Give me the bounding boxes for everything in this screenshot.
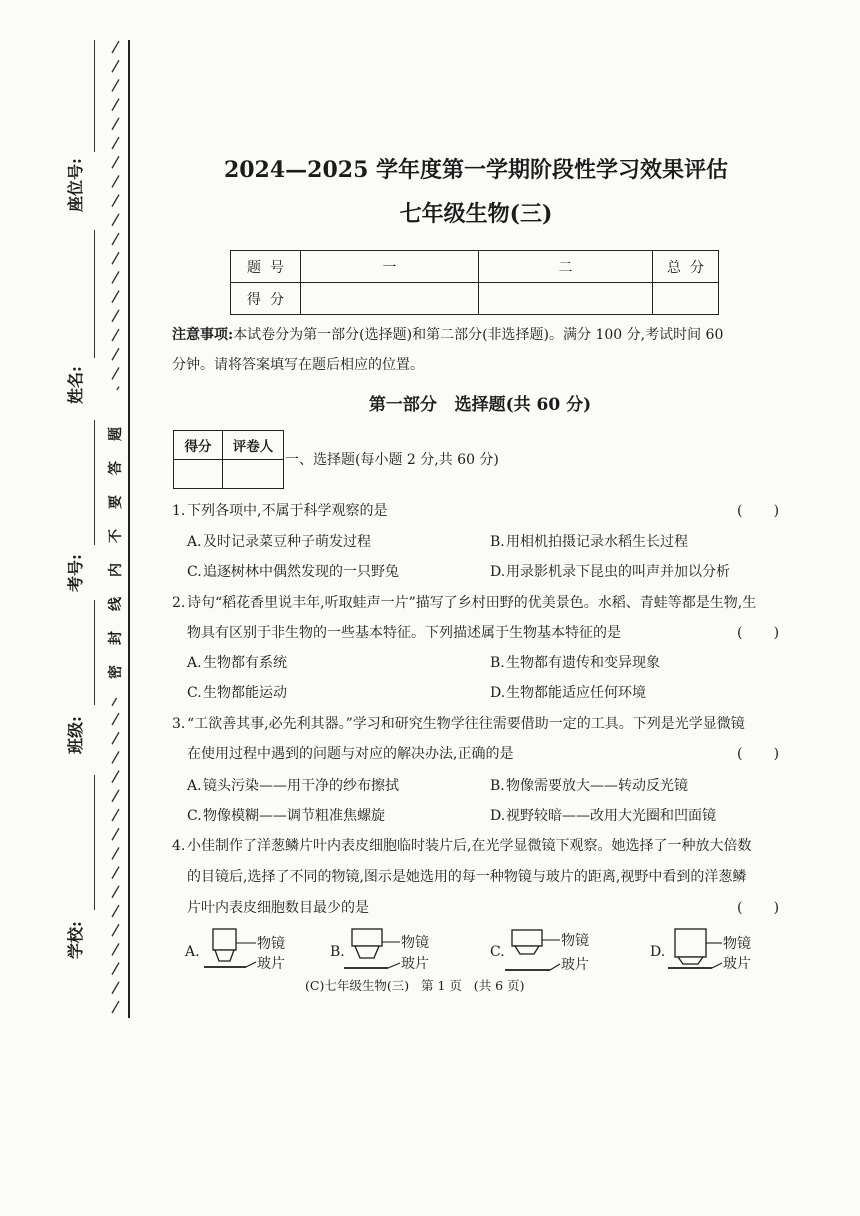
score-header-part-2: 二: [479, 251, 653, 283]
seal-line-warning: 密封线内不要答题: [108, 407, 124, 679]
lens-label-a: 物镜: [257, 936, 285, 952]
option-a: [187, 654, 287, 672]
slide-label-b: 玻片: [401, 956, 429, 972]
lens-label-b: 物镜: [401, 935, 429, 951]
question-stem-text: 诗句“稻花香里说丰年,听取蛙声一片”描写了乡村田野的优美景色。水稻、青蛙等都是生物,生: [187, 595, 757, 611]
option-d: [490, 684, 646, 702]
exam-number-label: 考号:: [66, 554, 85, 592]
option-a: [187, 533, 371, 551]
slide-label-c: 玻片: [561, 957, 589, 973]
question-stem-continuation: 在使用过程中遇到的问题与对应的解决办法,正确的是: [187, 746, 514, 762]
answer-blank: ( ): [737, 625, 780, 641]
option-key: A.: [187, 778, 202, 794]
option-c: [187, 563, 399, 581]
score-header-part-1: 一: [301, 251, 479, 283]
score-table-score-row: [231, 283, 719, 315]
score-table-header-row: [231, 251, 719, 283]
option-text: 镜头污染——用干净的纱布擦拭: [203, 778, 399, 794]
option-c: [187, 807, 385, 825]
option-text: 用录影机录下昆虫的叫声并加以分析: [506, 564, 730, 580]
question-stem-continuation: 物具有区别于非生物的一些基本特征。下列描述属于生物基本特征的是: [187, 625, 621, 641]
option-d: [490, 807, 716, 825]
question-stem-text: 下列各项中,不属于科学观察的是: [187, 503, 388, 519]
class-underline: [94, 600, 95, 705]
figure-option-c-label: C.: [490, 944, 505, 960]
slide-pointer-line: [246, 962, 256, 967]
score-table: [230, 250, 719, 315]
question-number: 2.: [172, 595, 186, 611]
figure-option-d-label: D.: [650, 944, 666, 960]
option-text: 生物都能运动: [203, 685, 287, 701]
score-cell-part-1: [301, 283, 479, 315]
slide-label-d: 玻片: [723, 956, 751, 972]
option-b: [490, 654, 660, 672]
option-key: A.: [187, 655, 202, 671]
score-cell-total: [653, 283, 719, 315]
option-c: [187, 684, 287, 702]
notice-line-2: 分钟。请将答案填写在题后相应的位置。: [172, 357, 424, 373]
slide-pointer-line: [712, 963, 722, 968]
school-label: 学校:: [66, 921, 85, 959]
option-key: C.: [187, 808, 202, 824]
page-subtitle: 七年级生物(三): [399, 201, 553, 227]
class-label: 班级:: [66, 716, 85, 754]
option-b: [490, 533, 688, 551]
slash-run-lower: [106, 698, 126, 1020]
question-4-stem: [172, 837, 751, 855]
slide-pointer-line: [388, 963, 400, 968]
option-text: 生物都有系统: [203, 655, 287, 671]
slash-run-upper: [106, 38, 126, 390]
question-stem-text: 小佳制作了洋葱鳞片叶内表皮细胞临时装片后,在光学显微镜下观察。她选择了一种放大倍数: [187, 838, 752, 854]
grader-box: [173, 430, 284, 489]
question-2-stem: [172, 594, 756, 612]
option-key: A.: [187, 534, 202, 550]
objective-lens-a: [213, 929, 236, 961]
notice-line-1: [172, 326, 723, 344]
score-header-total: 总 分: [653, 251, 719, 283]
slide-pointer-line: [550, 964, 560, 970]
option-key: D.: [490, 685, 506, 701]
question-number: 3.: [172, 716, 186, 732]
seat-number-label: 座位号:: [66, 158, 85, 212]
answer-blank: ( ): [737, 900, 780, 916]
binding-border-line: [128, 40, 130, 1018]
option-key: C.: [187, 685, 202, 701]
page-footer: (C)七年级生物(三) 第 1 页 (共 6 页): [305, 978, 525, 993]
section-1-title: 一、选择题(每小题 2 分,共 60 分): [285, 452, 499, 468]
option-key: B.: [490, 655, 505, 671]
question-stem-continuation: 片叶内表皮细胞数目最少的是: [187, 900, 369, 916]
grader-score-label: 得分: [174, 431, 223, 460]
answer-blank: ( ): [737, 746, 780, 762]
option-d: [490, 563, 730, 581]
question-1-stem: [172, 502, 387, 520]
page-title: 2024—2025 学年度第一学期阶段性学习效果评估: [223, 157, 729, 183]
question-stem-text: “工欲善其事,必先利其器。”学习和研究生物学往往需要借助一定的工具。下列是光学显微镜: [187, 716, 745, 732]
objective-lens-figure: [170, 918, 770, 980]
option-key: B.: [490, 534, 505, 550]
option-a: [187, 777, 399, 795]
exam-number-underline: [94, 420, 95, 545]
grader-name-cell: [223, 460, 284, 489]
grader-name-label: 评卷人: [223, 431, 284, 460]
answer-blank: ( ): [737, 503, 780, 519]
option-text: 及时记录菜豆种子萌发过程: [203, 534, 371, 550]
slide-label-a: 玻片: [257, 956, 285, 972]
option-b: [490, 777, 688, 795]
school-underline: [94, 775, 95, 910]
question-number: 1.: [172, 503, 186, 519]
figure-option-a-label: A.: [185, 944, 200, 960]
grader-score-cell: [174, 460, 223, 489]
option-text: 用相机拍摄记录水稻生长过程: [506, 534, 688, 550]
option-text: 生物都有遗传和变异现象: [506, 655, 660, 671]
option-key: B.: [490, 778, 505, 794]
score-header-question-no: 题 号: [231, 251, 301, 283]
lens-label-c: 物镜: [561, 933, 589, 949]
notice-label: 注意事项:: [172, 327, 234, 343]
seat-number-underline: [94, 40, 95, 152]
question-stem-continuation: 的目镜后,选择了不同的物镜,图示是她选用的每一种物镜与玻片的距离,视野中看到的洋葱鳞: [187, 869, 747, 885]
option-key: D.: [490, 564, 506, 580]
score-cell-part-2: [479, 283, 653, 315]
objective-lens-b: [352, 929, 382, 958]
notice-text: 本试卷分为第一部分(选择题)和第二部分(非选择题)。满分 100 分,考试时间 60: [233, 327, 724, 343]
option-key: D.: [490, 808, 506, 824]
option-key: C.: [187, 564, 202, 580]
question-number: 4.: [172, 838, 186, 854]
figure-option-b-label: B.: [330, 944, 345, 960]
question-3-stem: [172, 715, 745, 733]
score-row-label: 得 分: [231, 283, 301, 315]
lens-label-d: 物镜: [723, 936, 751, 952]
option-text: 物像需要放大——转动反光镜: [506, 778, 688, 794]
objective-lens-c: [512, 930, 542, 954]
objective-lens-d: [675, 929, 706, 964]
option-text: 追逐树林中偶然发现的一只野兔: [203, 564, 399, 580]
option-text: 视野较暗——改用大光圈和凹面镜: [506, 808, 716, 824]
name-underline: [94, 230, 95, 358]
option-text: 物像模糊——调节粗准焦螺旋: [203, 808, 385, 824]
option-text: 生物都能适应任何环境: [506, 685, 646, 701]
part-1-title: 第一部分 选择题(共 60 分): [368, 395, 592, 415]
name-label: 姓名:: [66, 366, 85, 404]
